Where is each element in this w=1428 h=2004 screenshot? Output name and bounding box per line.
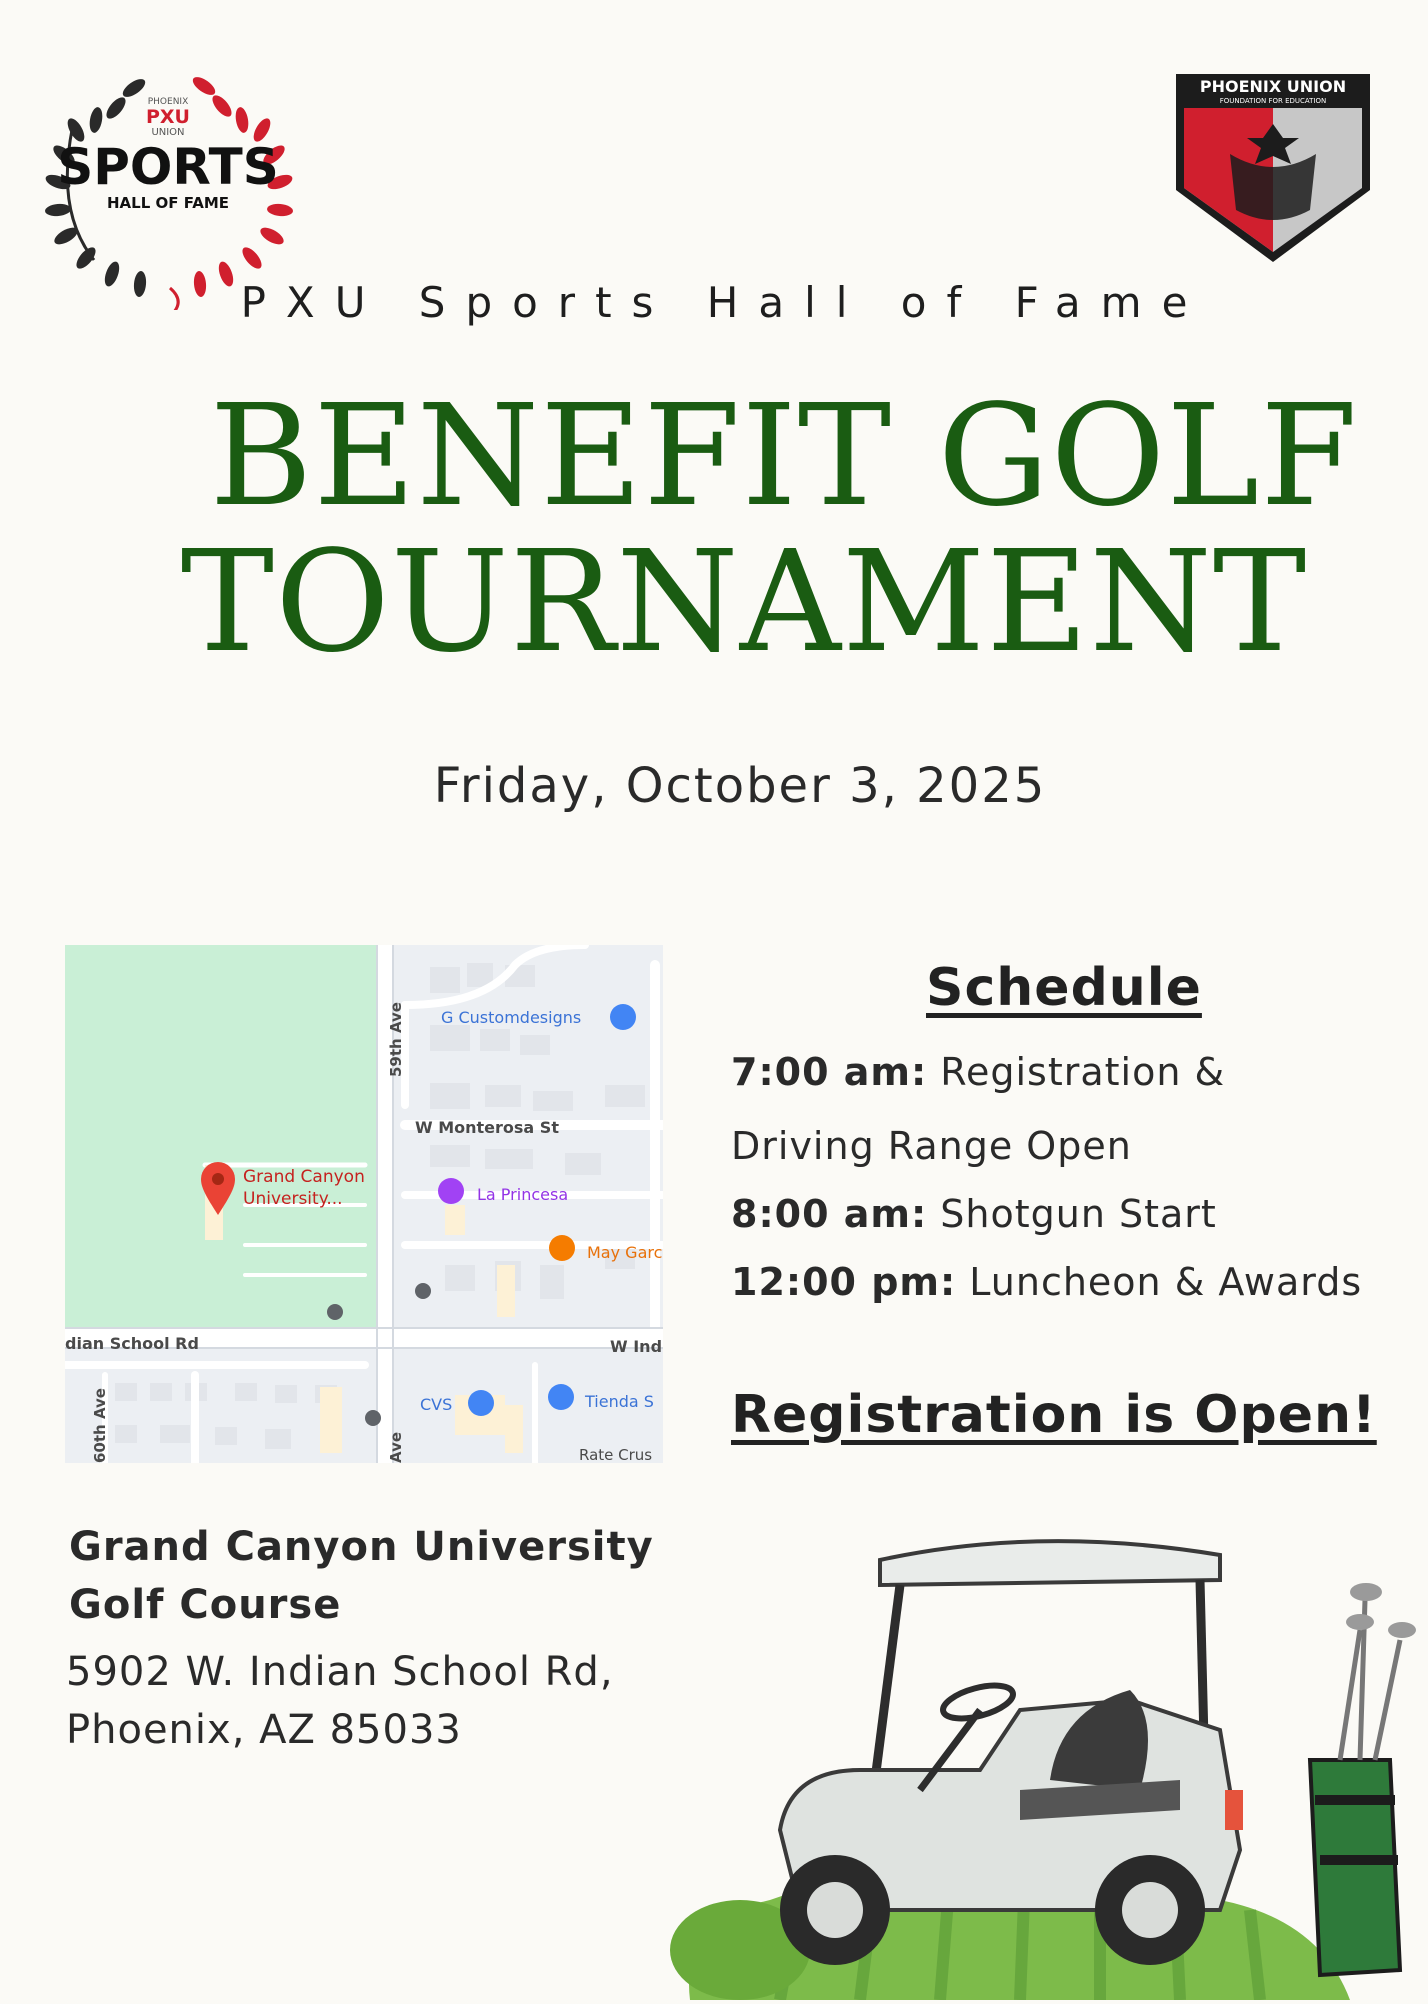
schedule-text: Registration & — [940, 1050, 1226, 1094]
shopping-pin-icon[interactable] — [610, 1004, 636, 1030]
restaurant-pin-icon[interactable] — [549, 1235, 575, 1261]
store-pin-icon[interactable] — [438, 1178, 464, 1204]
event-title-line1: BENEFIT GOLF — [209, 375, 1359, 538]
map-label-indian-left: dian School Rd — [65, 1334, 199, 1353]
schedule-text: Shotgun Start — [940, 1192, 1217, 1236]
organization-line: PXU Sports Hall of Fame — [240, 278, 1208, 327]
venue-name — [69, 1518, 709, 1634]
venue-address — [66, 1643, 706, 1759]
shield-line1-text: PHOENIX UNION — [1199, 77, 1347, 96]
venue-address-line2: Phoenix, AZ 85033 — [66, 1707, 462, 1753]
map-label-rate: Rate Crus — [579, 1446, 653, 1463]
schedule-item — [731, 1124, 1132, 1168]
map-label-59th: 59th Ave — [387, 1002, 405, 1077]
schedule-heading: Schedule — [926, 958, 1202, 1018]
bus-stop-icon[interactable] — [327, 1304, 343, 1320]
foundation-shield-logo — [1170, 70, 1376, 266]
pharmacy-pin-icon[interactable] — [468, 1390, 494, 1416]
logo-union-text: UNION — [151, 127, 185, 138]
map-label-princesa: La Princesa — [477, 1185, 569, 1204]
venue-address-line1: 5902 W. Indian School Rd, — [66, 1649, 614, 1695]
schedule-item — [731, 1050, 1225, 1094]
logo-phoenix-text: PHOENIX — [147, 97, 189, 107]
schedule-item — [731, 1192, 1217, 1236]
map-label-60th: 60th Ave — [91, 1388, 109, 1463]
map-label-gcu2: University... — [243, 1189, 343, 1209]
map-label-customdesigns: G Customdesigns — [441, 1008, 582, 1027]
event-date: Friday, October 3, 2025 — [433, 758, 1047, 814]
schedule-time: 8:00 am: — [731, 1192, 928, 1236]
bus-stop-icon[interactable] — [365, 1410, 381, 1426]
map-label-gcu: Grand Canyon — [243, 1167, 365, 1187]
map-label-tienda: Tienda S — [585, 1392, 654, 1411]
venue-name-line2: Golf Course — [69, 1582, 342, 1628]
map-label-maygar: May Garc — [587, 1243, 663, 1262]
logo-hof-text: HALL OF FAME — [106, 194, 230, 212]
bus-stop-icon[interactable] — [415, 1283, 431, 1299]
registration-open-link[interactable]: Registration is Open! — [731, 1385, 1377, 1445]
schedule-time: 12:00 pm: — [731, 1260, 957, 1304]
grocery-pin-icon[interactable] — [548, 1384, 574, 1410]
location-map[interactable] — [65, 945, 663, 1463]
schedule-text: Driving Range Open — [731, 1124, 1132, 1168]
map-label-indian-right: W Ind — [610, 1337, 663, 1356]
event-title-line2: TOURNAMENT — [180, 521, 1308, 684]
logo-pxu-text: PXU — [145, 106, 191, 128]
venue-name-line1: Grand Canyon University — [69, 1524, 654, 1570]
shield-line2-text: FOUNDATION FOR EDUCATION — [1219, 97, 1327, 105]
map-label-monterosa: W Monterosa St — [415, 1118, 559, 1137]
hall-of-fame-logo — [34, 60, 304, 310]
golf-cart-illustration — [660, 1530, 1428, 2000]
schedule-item — [731, 1260, 1362, 1304]
schedule-time: 7:00 am: — [731, 1050, 928, 1094]
schedule-text: Luncheon & Awards — [969, 1260, 1363, 1304]
map-label-cvs: CVS — [420, 1395, 453, 1414]
logo-sports-text: SPORTS — [57, 138, 279, 196]
map-label-ave-bottom: Ave — [387, 1431, 405, 1463]
